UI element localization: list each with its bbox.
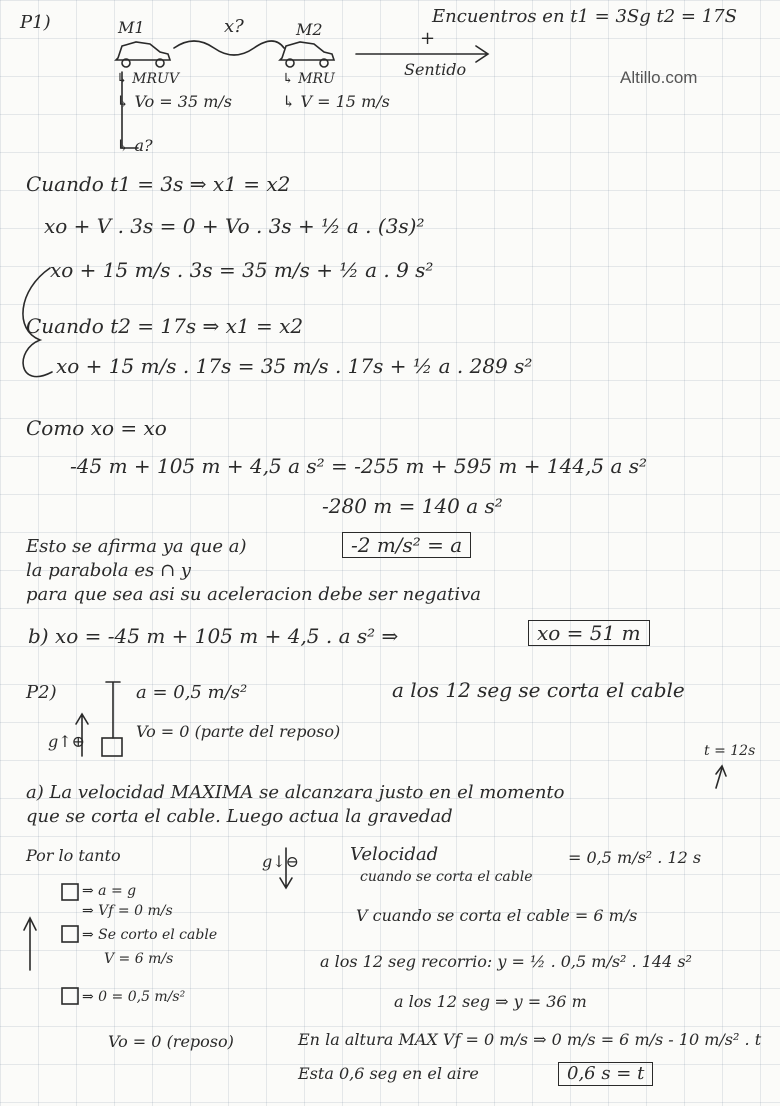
eq-line-8: -280 m = 140 a s²	[322, 494, 503, 518]
a-result-box: -2 m/s² = a	[342, 532, 471, 558]
v0-reposo: Vo = 0 (reposo)	[108, 1032, 234, 1051]
esta-aire: Esta 0,6 seg en el aire	[298, 1064, 479, 1083]
box2-b: V = 6 m/s	[104, 951, 174, 967]
v-cuando: V cuando se corta el cable = 6 m/s	[356, 906, 638, 925]
small-box-3	[62, 988, 78, 1004]
eq-line-3: xo + 15 m/s . 3s = 35 m/s + ½ a . 9 s²	[50, 258, 434, 282]
x-question: x?	[224, 16, 244, 37]
m1-label: M1	[118, 18, 145, 37]
p2-label: P2)	[26, 682, 57, 703]
m2-v: ↳ V = 15 m/s	[282, 92, 390, 111]
time-arrow-icon	[716, 766, 726, 788]
m2-type: ↳ MRU	[282, 71, 335, 87]
recorrio: a los 12 seg recorrio: y = ½ . 0,5 m/s² . 144 s²	[320, 952, 692, 971]
final-result-box: 0,6 s = t	[558, 1062, 653, 1086]
box1-a: ⇒ a = g	[82, 883, 137, 899]
eq-line-4: Cuando t2 = 17s ⇒ x1 = x2	[26, 314, 304, 338]
velocidad-2: cuando se corta el cable	[360, 869, 533, 885]
m1-a: ↳ a?	[116, 136, 153, 155]
g-minus-label: g↓⊖	[262, 852, 300, 871]
a-text-2: que se corta el cable. Luego actua la gravedad	[26, 806, 453, 827]
side-up-arrow-icon	[24, 918, 36, 970]
b-result-box: xo = 51 m	[528, 620, 650, 646]
p1-label: P1)	[20, 12, 51, 33]
small-box-1	[62, 884, 78, 900]
p2-a-val: a = 0,5 m/s²	[136, 682, 248, 703]
velocidad-1: Velocidad	[350, 844, 439, 865]
box1-b: ⇒ Vf = 0 m/s	[82, 903, 173, 919]
a-text-1: a) La velocidad MAXIMA se alcanzara justo en el momento	[26, 782, 565, 803]
small-box-2	[62, 926, 78, 942]
m1-v0: ↳ Vo = 35 m/s	[116, 92, 233, 111]
box-icon	[102, 738, 122, 756]
a-intro: Esto se afirma ya que a)	[26, 536, 247, 557]
encuentros-note: Encuentros en t1 = 3Sg t2 = 17S	[432, 6, 737, 27]
distance-wave	[174, 41, 284, 55]
cable-line	[106, 682, 120, 738]
altura-max: En la altura MAX Vf = 0 m/s ⇒ 0 m/s = 6 m/s - 10 m/s² . t	[298, 1030, 762, 1049]
box2-a: ⇒ Se corto el cable	[82, 927, 218, 943]
car-m1-icon	[116, 42, 170, 67]
g-plus-label: g↑⊕	[48, 732, 86, 751]
t-arrow-label: t = 12s	[704, 743, 756, 759]
parabola-note: la parabola es ∩ y	[26, 560, 191, 581]
eq-line-2: xo + V . 3s = 0 + Vo . 3s + ½ a . (3s)²	[44, 214, 425, 238]
car-m2-icon	[280, 42, 334, 67]
sentido-label: Sentido	[404, 60, 467, 79]
negativa-note: para que sea asi su aceleracion debe ser negativa	[26, 584, 482, 605]
y36: a los 12 seg ⇒ y = 36 m	[394, 992, 587, 1011]
p2-v0-val: Vo = 0 (parte del reposo)	[136, 722, 341, 741]
eq-line-5: xo + 15 m/s . 17s = 35 m/s . 17s + ½ a . 289 s²	[56, 354, 533, 378]
vel-eq: = 0,5 m/s² . 12 s	[568, 848, 702, 867]
box3: ⇒ 0 = 0,5 m/s²	[82, 989, 186, 1005]
eq-line-6: Como xo = xo	[26, 416, 167, 440]
eq-line-1: Cuando t1 = 3s ⇒ x1 = x2	[26, 172, 291, 196]
plus-sign: +	[420, 28, 436, 49]
watermark: Altillo.com	[620, 68, 698, 87]
b-line: b) xo = -45 m + 105 m + 4,5 . a s² ⇒	[28, 624, 399, 648]
m2-label: M2	[296, 20, 323, 39]
por-lo-tanto: Por lo tanto	[26, 846, 121, 865]
corte-note: a los 12 seg se corta el cable	[392, 678, 685, 702]
eq-line-7: -45 m + 105 m + 4,5 a s² = -255 m + 595 m + 144,5 a s²	[70, 454, 648, 478]
m1-type: ↳ MRUV	[116, 71, 179, 87]
